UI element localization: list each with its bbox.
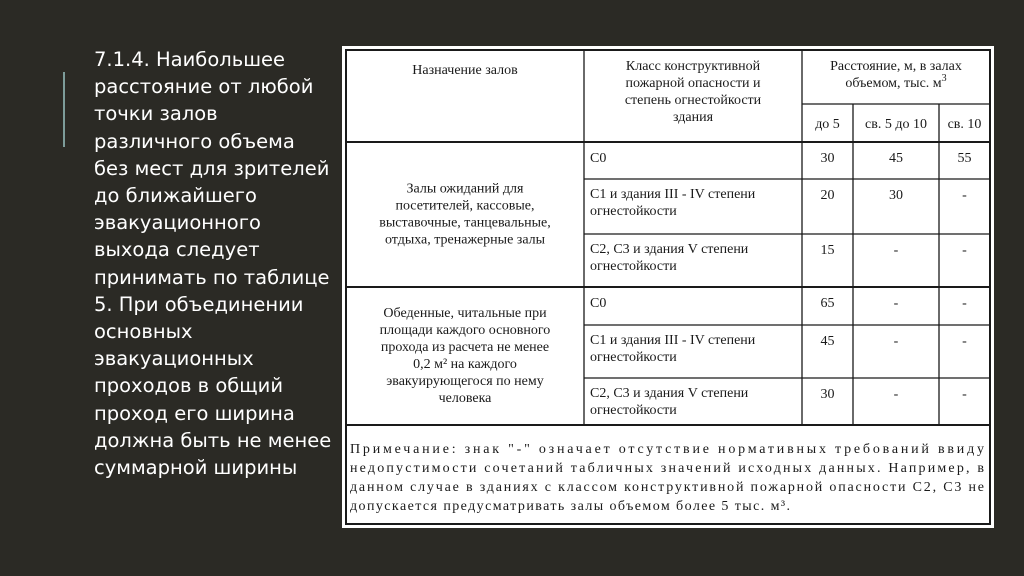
row-class-line: С1 и здания III - IV степени	[590, 333, 756, 348]
row-value: 15	[820, 243, 835, 258]
header-purpose: Назначение залов	[412, 63, 518, 78]
row-value: -	[962, 243, 967, 258]
group-purpose-line: площади каждого основного	[379, 323, 551, 338]
row-class-line: С2, С3 и здания V степени	[590, 242, 749, 257]
row-value: 65	[820, 296, 835, 311]
row-value: -	[893, 334, 899, 349]
row-value: 20	[820, 188, 835, 203]
row-value: 30	[889, 188, 903, 203]
row-class-line: огнестойкости	[590, 403, 677, 418]
note-line: Примечание: знак "-" означает отсутствие нормативных требований ввиду	[350, 442, 984, 457]
header-sub-3: св. 10	[947, 117, 982, 132]
header-sub-1: до 5	[815, 117, 840, 132]
row-value: -	[893, 387, 899, 402]
accent-line	[63, 72, 65, 147]
header-class-line: пожарной опасности и	[625, 76, 761, 91]
row-class-line: С0	[590, 296, 607, 311]
group-purpose-line: посетителей, кассовые,	[395, 198, 535, 214]
slide-body-text: 7.1.4. Наибольшее расстояние от любой точки залов различного объема без мест для зрителей до ближайшего эвакуационного выхода следует принимать по таблице 5. При объединении основных эвакуационных проходов в общий проход его ширина должна быть не менее суммарной ширины	[94, 48, 332, 480]
row-value: 55	[957, 151, 972, 166]
row-value: -	[962, 387, 967, 402]
row-class-line: огнестойкости	[590, 204, 677, 219]
row-value: 30	[820, 151, 835, 166]
row-value: -	[962, 334, 967, 349]
header-class-line: здания	[672, 110, 714, 125]
header-distance-line: Расстояние, м, в залах	[830, 59, 962, 74]
group-purpose-line: Залы ожиданий для	[406, 181, 524, 197]
group-purpose-line: эвакуирующегося по нему	[386, 374, 544, 389]
row-value: -	[962, 296, 967, 311]
row-value: 45	[889, 151, 903, 166]
row-value: -	[893, 243, 899, 258]
note-line: данном случае в зданиях с классом конструктивной пожарной опасности С2, С3 не	[350, 480, 984, 495]
row-class-line: С1 и здания III - IV степени	[590, 187, 756, 202]
row-class-line: С2, С3 и здания V степени	[590, 386, 749, 401]
header-class-line: Класс конструктивной	[625, 59, 761, 74]
row-class-line: огнестойкости	[590, 259, 677, 274]
row-value: -	[962, 188, 967, 203]
row-class-line: огнестойкости	[590, 350, 677, 365]
fire-distance-table	[342, 46, 994, 528]
group-purpose-line: выставочные, танцевальные,	[379, 215, 551, 231]
group-purpose-line: прохода из расчета не менее	[380, 340, 550, 355]
row-class-line: С0	[590, 151, 607, 166]
table-svg	[344, 48, 992, 526]
group-purpose-line: человека	[438, 391, 492, 406]
header-sub-2: св. 5 до 10	[865, 117, 927, 132]
note-line: допускается предусматривать залы объемом более 5 тыс. м³.	[350, 499, 790, 514]
row-value: 45	[820, 334, 835, 349]
row-value: -	[893, 296, 899, 311]
header-distance-line: объемом, тыс. $м^3$	[845, 73, 947, 91]
note-line: недопустимости сочетаний табличных значений исходных данных. Например, в	[350, 461, 984, 476]
group-purpose-line: 0,2 м² на каждого	[413, 357, 517, 372]
group-purpose-line: отдыха, тренажерные залы	[384, 232, 546, 248]
row-value: 30	[820, 387, 835, 402]
group-purpose-line: Обеденные, читальные при	[383, 306, 547, 321]
header-class-line: степень огнестойкости	[624, 93, 762, 108]
